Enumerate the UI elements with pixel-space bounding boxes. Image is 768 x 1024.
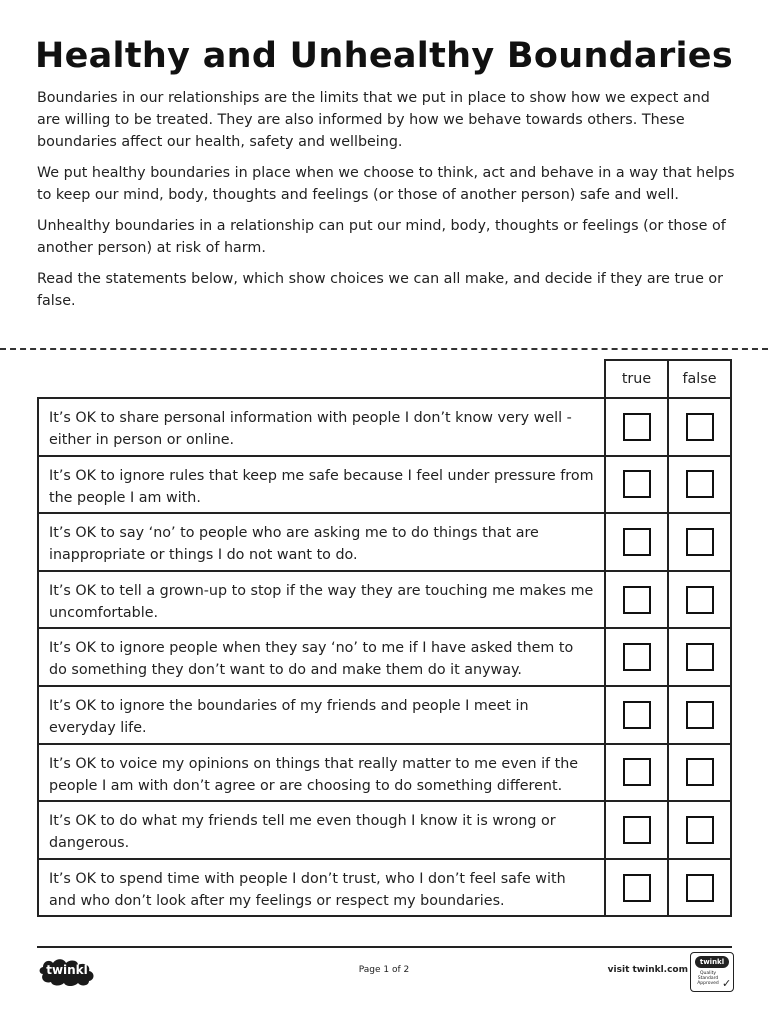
- page-title: Healthy and Unhealthy Boundaries: [35, 36, 733, 76]
- visit-link[interactable]: visit twinkl.com: [607, 965, 688, 975]
- false-checkbox[interactable]: [686, 758, 714, 786]
- true-checkbox[interactable]: [623, 586, 651, 614]
- badge-text: Quality Standard Approved: [697, 971, 719, 986]
- header-true: true: [605, 360, 668, 398]
- false-checkbox[interactable]: [686, 643, 714, 671]
- intro-paragraph-1: Boundaries in our relationships are the limits that we put in place to show how we expect and are willing to be treated. They are also informed by how we behave towards others. These boundaries affect our health, safety and wellbeing.: [37, 90, 710, 150]
- false-checkbox[interactable]: [686, 874, 714, 902]
- table-row: [38, 859, 731, 917]
- table-row: [38, 801, 731, 859]
- intro-paragraph-4: Read the statements below, which show choices we can all make, and decide if they are true or false.: [37, 271, 724, 309]
- statement-text: It’s OK to do what my friends tell me even though I know it is wrong or dangerous.: [38, 801, 605, 859]
- statement-text: It’s OK to ignore rules that keep me safe because I feel under pressure from the people I am with.: [38, 456, 605, 514]
- false-checkbox[interactable]: [686, 413, 714, 441]
- true-checkbox[interactable]: [623, 758, 651, 786]
- table-row: [38, 571, 731, 629]
- false-checkbox[interactable]: [686, 528, 714, 556]
- statement-text: It’s OK to share personal information with people I don’t know very well - either in person or online.: [38, 398, 605, 456]
- true-checkbox[interactable]: [623, 643, 651, 671]
- intro-text: [37, 87, 737, 321]
- false-checkbox[interactable]: [686, 816, 714, 844]
- page-number: Page 1 of 2: [358, 965, 410, 975]
- true-checkbox[interactable]: [623, 874, 651, 902]
- statement-text: It’s OK to say ‘no’ to people who are asking me to do things that are inappropriate or things I do not want to do.: [38, 513, 605, 571]
- false-checkbox[interactable]: [686, 470, 714, 498]
- table-row: [38, 628, 731, 686]
- statement-text: It’s OK to ignore people when they say ‘no’ to me if I have asked them to do something they don’t want to do and make them do it anyway.: [38, 628, 605, 686]
- true-checkbox[interactable]: [623, 701, 651, 729]
- statement-text: It’s OK to spend time with people I don’t trust, who I don’t feel safe with and who don’t look after my feelings or respect my boundaries.: [38, 859, 605, 917]
- table-row: [38, 686, 731, 744]
- header-blank-cell: [38, 360, 605, 398]
- header-false: false: [668, 360, 731, 398]
- table-row: [38, 398, 731, 456]
- true-checkbox[interactable]: [623, 528, 651, 556]
- false-checkbox[interactable]: [686, 586, 714, 614]
- dashed-divider: [0, 348, 768, 350]
- statements-table: [37, 359, 732, 917]
- check-icon: ✓: [722, 977, 732, 990]
- intro-paragraph-2: We put healthy boundaries in place when we choose to think, act and behave in a way that helps to keep our mind, body, thoughts and feelings (or those of another person) safe and well.: [37, 165, 735, 203]
- table-row: [38, 744, 731, 802]
- true-checkbox[interactable]: [623, 816, 651, 844]
- false-checkbox[interactable]: [686, 701, 714, 729]
- footer-divider: [37, 946, 732, 948]
- true-checkbox[interactable]: [623, 470, 651, 498]
- logo-text: twinkl: [46, 963, 88, 977]
- statement-text: It’s OK to voice my opinions on things that really matter to me even if the people I am with don’t agree or are choosing to do something different.: [38, 744, 605, 802]
- badge-title: twinkl: [695, 956, 729, 968]
- statement-text: It’s OK to tell a grown-up to stop if the way they are touching me makes me uncomfortable.: [38, 571, 605, 629]
- true-checkbox[interactable]: [623, 413, 651, 441]
- quality-standard-badge-icon: [690, 952, 734, 992]
- table-header-row: [38, 360, 731, 398]
- statement-text: It’s OK to ignore the boundaries of my friends and people I meet in everyday life.: [38, 686, 605, 744]
- table-row: [38, 513, 731, 571]
- intro-paragraph-3: Unhealthy boundaries in a relationship can put our mind, body, thoughts or feelings (or those of another person) at risk of harm.: [37, 218, 726, 256]
- table-row: [38, 456, 731, 514]
